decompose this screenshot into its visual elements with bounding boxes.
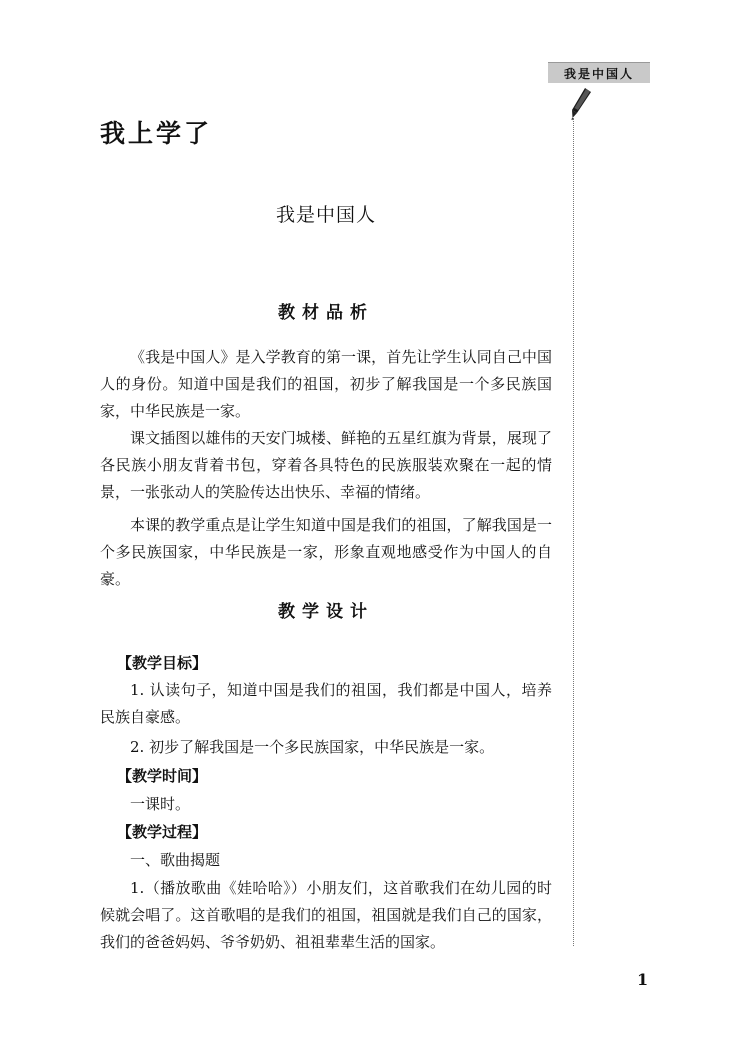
- section-title-analysis: 教材品析: [278, 303, 374, 323]
- unit-title: 我上学了: [100, 119, 213, 148]
- analysis-paragraph: 课文插图以雄伟的天安门城楼、鲜艳的五星红旗为背景，展现了各民族小朋友背着书包，穿着各具特色的民族服装欢聚在一起的情景，一张张动人的笑脸传达出快乐、幸福的情绪。: [100, 429, 552, 501]
- page-number: 1: [637, 970, 649, 989]
- chapter-tab: 我是中国人: [548, 62, 650, 83]
- goal-item: 1. 认读句子，知道中国是我们的祖国，我们都是中国人，培养民族自豪感。: [100, 681, 552, 726]
- section-title-design: 教学设计: [278, 602, 374, 622]
- goals-heading: 【教学目标】: [117, 654, 208, 672]
- analysis-paragraph: 《我是中国人》是入学教育的第一课，首先让学生认同自己中国人的身份。知道中国是我们的祖国，初步了解我国是一个多民族国家，中华民族是一家。: [100, 348, 552, 420]
- process-step: 一、歌曲揭题: [130, 851, 221, 869]
- process-text: 1.（播放歌曲《娃哈哈》）小朋友们，这首歌我们在幼儿园的时候就会唱了。这首歌唱的是我们的祖国，祖国就是我们自己的国家，我们的爸爸妈妈、爷爷奶奶、祖祖辈辈生活的国家。: [100, 879, 552, 951]
- analysis-paragraph: 本课的教学重点是让学生知道中国是我们的祖国，了解我国是一个多民族国家，中华民族是一家，形象直观地感受作为中国人的自豪。: [100, 516, 552, 588]
- process-heading: 【教学过程】: [117, 823, 208, 841]
- lesson-title: 我是中国人: [275, 204, 376, 226]
- margin-dotted-line: [573, 118, 574, 946]
- goal-item: 2. 初步了解我国是一个多民族国家，中华民族是一家。: [130, 738, 495, 756]
- pen-icon: [566, 86, 594, 122]
- time-heading: 【教学时间】: [117, 767, 208, 785]
- time-text: 一课时。: [130, 795, 191, 813]
